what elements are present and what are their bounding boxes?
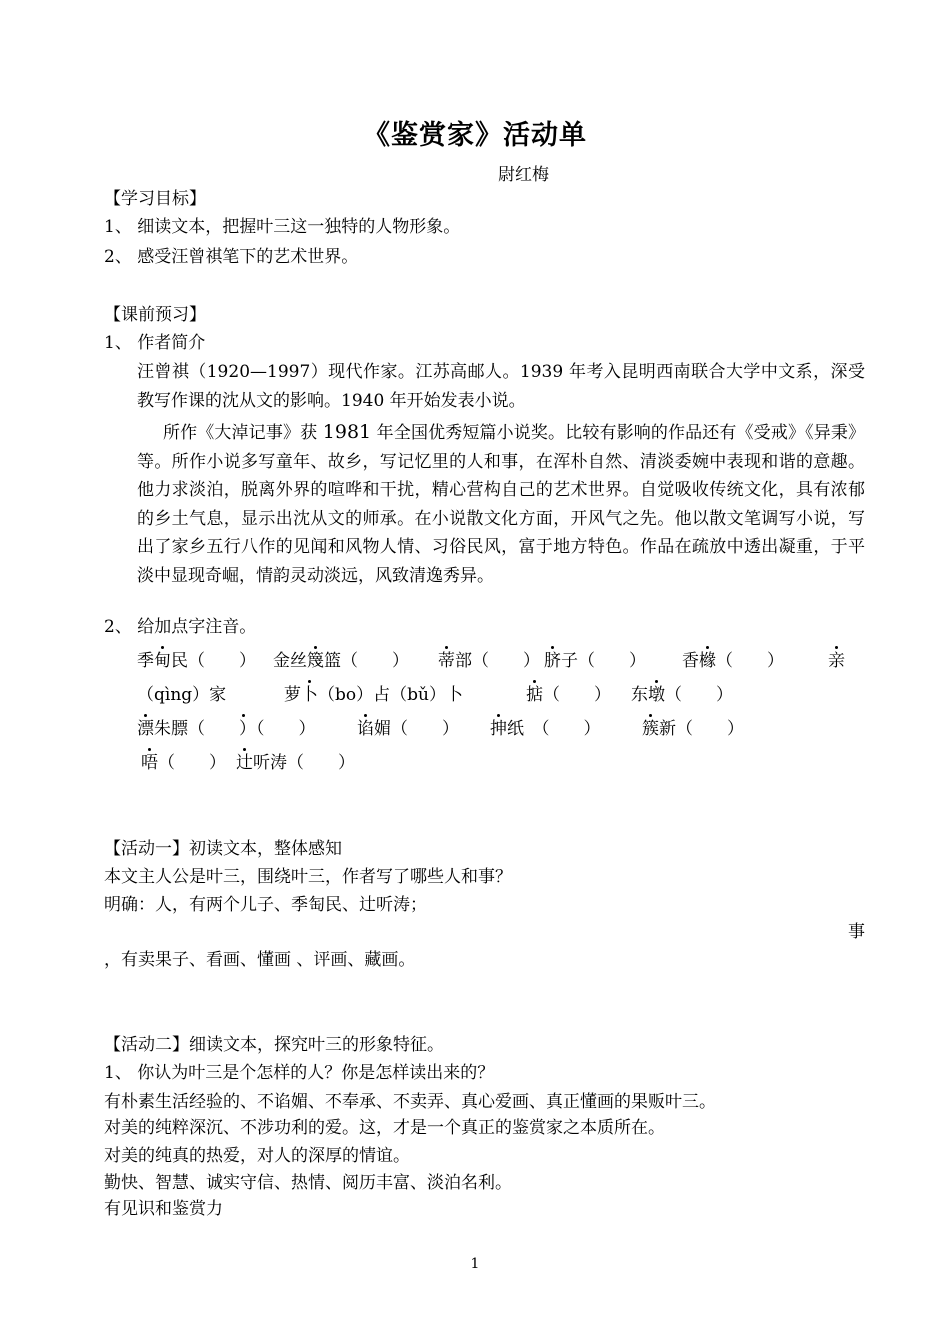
emphasis-char: 卜 <box>301 685 318 705</box>
emphasis-char: 橼 <box>699 651 716 671</box>
pinyin-word-8: 萝卜（bo）占（bǔ）卜 <box>284 685 463 705</box>
pinyin-word-16: 辻听涛（ ） <box>236 753 355 773</box>
activity2-question: 1、 你认为叶三是个怎样的人？你是怎样读出来的？ <box>104 1063 495 1083</box>
activity1-question: 本文主人公是叶三，围绕叶三，作者写了哪些人和事？ <box>104 867 512 887</box>
activity2-answer-3: 对美的纯真的热爱，对人的深厚的情谊。 <box>104 1146 410 1166</box>
goal-item-1: 1、 细读文本，把握叶三这一独特的人物形象。 <box>104 217 461 237</box>
author-bio-paragraph-1: 汪曾祺（1920—1997）现代作家。江苏高邮人。1939 年考入昆明西南联合大学中文系，深受教写作课的沈从文的影响。1940 年开始发表小说。 <box>137 362 865 411</box>
pinyin-word-6 <box>828 650 845 672</box>
emphasis-char: 簇 <box>642 719 659 739</box>
section-heading-goals: 【学习目标】 <box>104 189 206 209</box>
emphasis-char: 蒂 <box>438 651 455 671</box>
section-heading-preview: 【课前预习】 <box>104 305 206 325</box>
pinyin-word-7: （qìng）家 <box>137 685 227 705</box>
activity1-answer-people: 明确：人，有两个儿子、季匋民、辻听涛； <box>104 895 427 915</box>
pinyin-word-2: 金丝篾篮（ ） <box>273 651 409 671</box>
emphasis-char: 掂 <box>526 685 543 705</box>
activity1-answer-events-label: 事 <box>848 922 865 942</box>
pinyin-word-15: 唔（ ） <box>141 753 226 773</box>
pinyin-word-10: 东墩（ ） <box>631 685 733 705</box>
emphasis-char: 篾 <box>307 651 324 671</box>
emphasis-char: 脐 <box>544 651 561 671</box>
bio2-text-a: 所作《大淖记事》获 <box>163 423 323 443</box>
emphasis-char: 膘（ ）（ ） <box>171 719 316 739</box>
emphasis-char: 墩 <box>648 685 665 705</box>
emphasis-char: 辻 <box>236 753 253 773</box>
activity2-answer-5: 有见识和鉴赏力 <box>104 1199 223 1219</box>
activity1-answer-events: ，有卖果子、看画、懂画 、评画、藏画。 <box>104 950 416 970</box>
goal-item-2: 2、 感受汪曾祺笔下的艺术世界。 <box>104 247 359 267</box>
emphasis-char: 谄 <box>357 719 374 739</box>
pinyin-word-9: 掂（ ） <box>526 685 611 705</box>
section-heading-activity2: 【活动二】细读文本，探究叶三的形象特征。 <box>104 1035 444 1055</box>
pinyin-word-4: 脐子（ ） <box>544 651 646 671</box>
emphasis-char: 亲 <box>828 651 845 671</box>
pinyin-word-14: 簇新（ ） <box>642 719 744 739</box>
pinyin-word-11: 漂朱膘（ ）（ ） <box>137 719 316 739</box>
pinyin-word-3: 蒂部（ ） <box>438 651 540 671</box>
section-heading-activity1: 【活动一】初读文本，整体感知 <box>104 839 342 859</box>
emphasis-char: 甸 <box>154 651 171 671</box>
document-title: 《鉴赏家》活动单 <box>363 120 587 151</box>
author-name: 尉红梅 <box>498 165 549 185</box>
author-bio-paragraph-2 <box>137 418 865 590</box>
activity2-answer-2: 对美的纯粹深沉、不涉功利的爱。这，才是一个真正的鉴赏家之本质所在。 <box>104 1118 665 1138</box>
preview-item-1: 1、 作者简介 <box>104 333 206 353</box>
bio2-year: 1981 <box>322 421 372 443</box>
activity2-answer-4: 勤快、智慧、诚实守信、热情、阅历丰富、淡泊名利。 <box>104 1173 512 1193</box>
pinyin-word-5: 香橼（ ） <box>682 651 784 671</box>
bio2-text-b: 年全国优秀短篇小说奖。比较有影响的作品还有《受戒》《异秉》等。所作小说多写童年、故乡，写记忆里的人和事，在浑朴自然、清淡委婉中表现和谐的意趣。他力求淡泊，脱离外界的喧哗和干扰，精心营构自己的艺术世界。自觉吸收传统文化，具有浓郁的乡土气息，显示出沈从文的师承。在小说散文化方面，开风气之先。他以散文笔调写小说，写出了家乡五行八作的见闻和风物人情、习俗民风，富于地方特色。作品在疏放中透出凝重，于平淡中显现奇崛，情韵灵动淡远，风致清逸秀异。 <box>137 423 866 586</box>
preview-item-2: 2、 给加点字注音。 <box>104 617 257 637</box>
emphasis-char: 唔 <box>141 753 158 773</box>
activity2-answer-1: 有朴素生活经验的、不谄媚、不奉承、不卖弄、真心爱画、真正懂画的果贩叶三。 <box>104 1092 716 1112</box>
pinyin-word-12: 谄媚（ ） <box>357 719 459 739</box>
emphasis-char: 漂 <box>137 719 154 739</box>
page-number: 1 <box>470 1256 480 1272</box>
emphasis-char: 抻 <box>490 719 507 739</box>
pinyin-word-13: 抻纸 （ ） <box>490 719 601 739</box>
pinyin-word-1: 季甸民（ ） <box>137 651 256 671</box>
